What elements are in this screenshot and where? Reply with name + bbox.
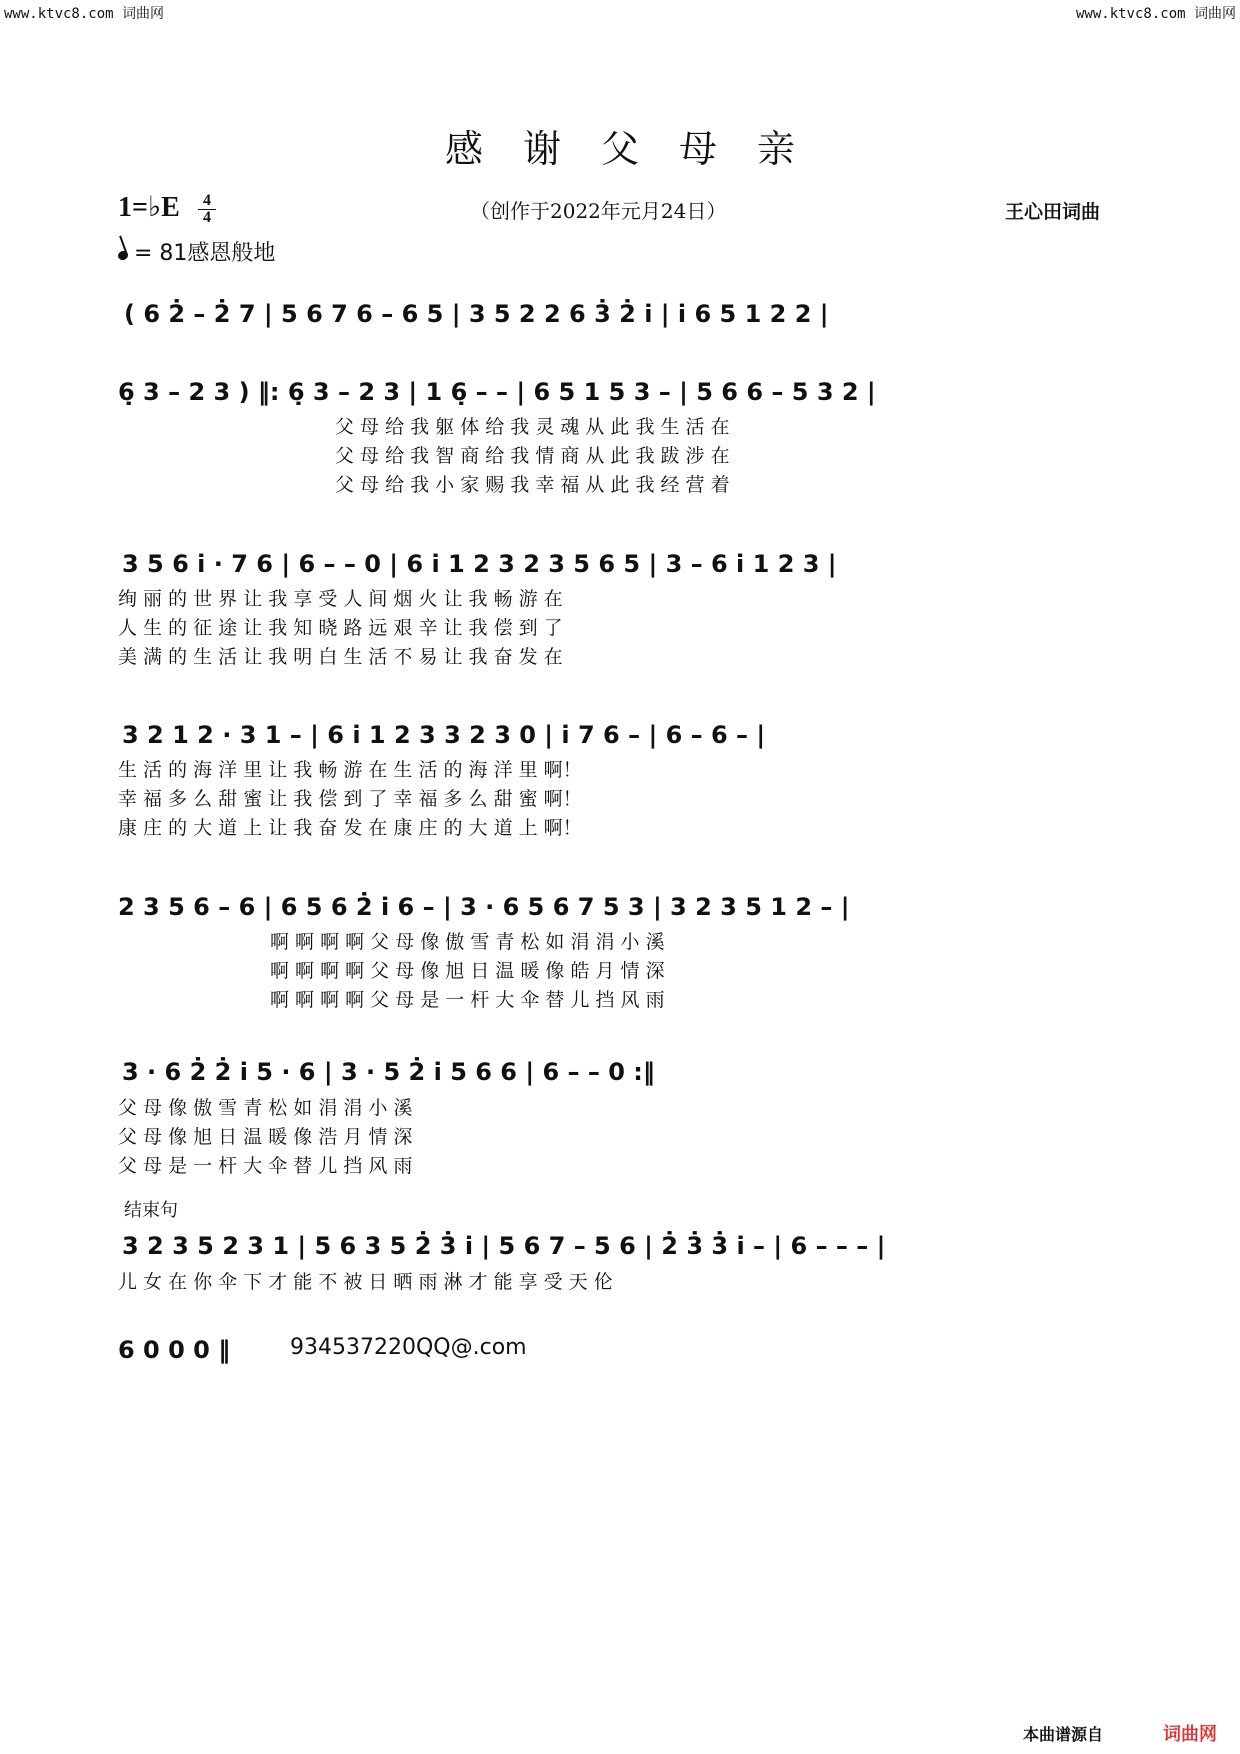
contact-email: 934537220QQ@.com: [290, 1335, 527, 1360]
system-2-lyric-1: 父 母 给 我 躯 体 给 我 灵 魂 从 此 我 生 活 在: [335, 416, 730, 438]
watermark-left: www.ktvc8.com 词曲网: [4, 6, 165, 22]
author-credit: 王心田词曲: [1005, 201, 1101, 223]
composition-date: （创作于2022年元月24日）: [470, 199, 727, 223]
system-5-lyric-1: 啊 啊 啊 啊 父 母 像 傲 雪 青 松 如 涓 涓 小 溪: [270, 931, 665, 953]
system-5-lyric-3: 啊 啊 啊 啊 父 母 是 一 杆 大 伞 替 儿 挡 风 雨: [270, 989, 665, 1011]
site-logo: 词曲网: [1163, 1724, 1217, 1745]
system-2-lyric-3: 父 母 给 我 小 家 赐 我 幸 福 从 此 我 经 营 着: [335, 474, 730, 496]
system-6-lyric-2: 父 母 像 旭 日 温 暖 像 浩 月 情 深: [118, 1126, 413, 1148]
meter-bottom: 4: [203, 209, 211, 226]
meter-top: 4: [198, 193, 216, 210]
system-2-notes: 6̣ 3 – 2 3 ) ‖: 6̣ 3 – 2 3 | 1 6̣ – – | 6 5 1 5 3 – | 5 6 6 – 5 3 2 |: [118, 378, 876, 406]
ending-label: 结束句: [124, 1200, 178, 1221]
watermark-right: www.ktvc8.com 词曲网: [1075, 6, 1236, 22]
system-4-lyric-3: 康 庄 的 大 道 上 让 我 奋 发 在 康 庄 的 大 道 上 啊！: [118, 817, 582, 839]
source-note: 本曲谱源自: [1023, 1725, 1104, 1744]
system-6-lyric-3: 父 母 是 一 杆 大 伞 替 儿 挡 风 雨: [118, 1155, 413, 1177]
key-signature: 1=♭E: [118, 192, 180, 223]
system-4-lyric-1: 生 活 的 海 洋 里 让 我 畅 游 在 生 活 的 海 洋 里 啊！: [118, 759, 582, 781]
system-3-lyric-3: 美 满 的 生 活 让 我 明 白 生 活 不 易 让 我 奋 发 在: [118, 646, 563, 668]
system-5-notes: 2 3 5 6 – 6 | 6 5 6 2̇ i̇ 6 – | 3 · 6 5 6 7 5 3 | 3 2 3 5 1 2 – |: [118, 893, 850, 921]
song-title: 感谢父母亲: [444, 127, 835, 171]
system-1-notes: ( 6 2̇ – 2̇ 7 | 5 6 7 6 – 6 5 | 3 5 2 2 6 3̇ 2̇ i̇ | i̇ 6 5 1 2 2 |: [124, 300, 829, 328]
system-3-notes: 3 5 6 i̇ · 7 6 | 6 – – 0 | 6 i̇ 1 2 3 2 3 5 6 5 | 3 – 6 i̇ 1 2 3 |: [122, 550, 837, 578]
system-5-lyric-2: 啊 啊 啊 啊 父 母 像 旭 日 温 暖 像 皓 月 情 深: [270, 960, 665, 982]
system-6-notes: 3 · 6 2̇ 2̇ i̇ 5 · 6 | 3 · 5 2̇ i̇ 5 6 6 | 6 – – 0 :‖: [122, 1058, 655, 1086]
system-3-lyric-1: 绚 丽 的 世 界 让 我 享 受 人 间 烟 火 让 我 畅 游 在: [118, 588, 563, 610]
system-6-lyric-1: 父 母 像 傲 雪 青 松 如 涓 涓 小 溪: [118, 1097, 413, 1119]
system-7-notes: 3 2 3 5 2 3 1 | 5 6 3 5 2̇ 3̇ i̇ | 5 6 7 – 5 6 | 2̇ 3̇ 3̇ i̇ – | 6 – – – |: [122, 1232, 886, 1260]
tempo-text: = 81感恩般地: [134, 241, 276, 266]
system-4-lyric-2: 幸 福 多 么 甜 蜜 让 我 偿 到 了 幸 福 多 么 甜 蜜 啊！: [118, 788, 582, 810]
system-8-notes: 6 0 0 0 ‖: [118, 1336, 231, 1364]
system-7-lyric-1: 儿 女 在 你 伞 下 才 能 不 被 日 晒 雨 淋 才 能 享 受 天 伦: [118, 1271, 613, 1293]
system-4-notes: 3 2 1 2 · 3 1 – | 6 i̇ 1 2 3 3 2 3 0 | i̇ 7 6 – | 6 – 6 – |: [122, 721, 766, 749]
system-3-lyric-2: 人 生 的 征 途 让 我 知 晓 路 远 艰 辛 让 我 偿 到 了: [118, 617, 563, 639]
system-2-lyric-2: 父 母 给 我 智 商 给 我 情 商 从 此 我 跋 涉 在: [335, 445, 730, 467]
